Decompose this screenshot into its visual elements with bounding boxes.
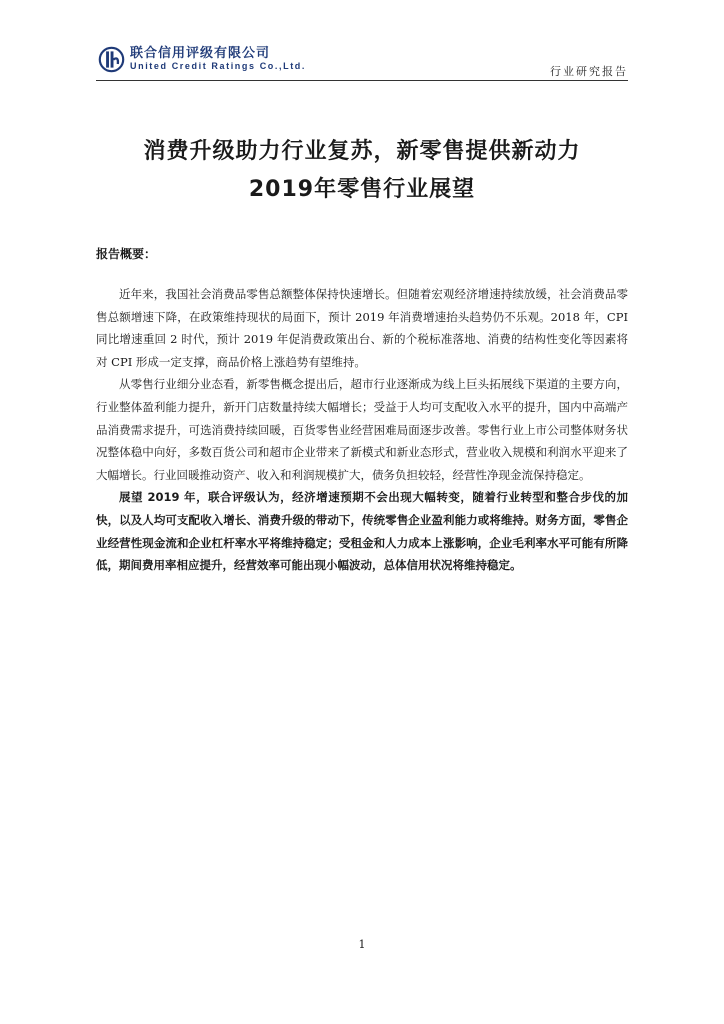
report-type: 行业研究报告 <box>550 65 628 78</box>
page-subtitle: 2019年零售行业展望 <box>248 177 476 202</box>
summary-paragraph-1: 近年来，我国社会消费品零售总额整体保持快速增长。但随着宏观经济增速持续放缓，社会消费品零售总额增速下降，在政策维持现状的局面下，预计 2019 年消费增速抬头趋势仍不乐观。2018 年，CPI 同比增速重回 2 时代，预计 2019 年促消费政策出台、新的个税标准落地、消费的结构性变化等因素将对 CPI 形成一定支撑，商品价格上涨趋势有望维持。 <box>96 287 628 369</box>
header-divider <box>96 80 628 81</box>
company-logo-icon <box>98 46 125 73</box>
page-title: 消费升级助力行业复苏，新零售提供新动力 <box>143 139 581 164</box>
page-number: 1 <box>358 938 366 951</box>
summary-paragraph-2: 从零售行业细分业态看，新零售概念提出后，超市行业逐渐成为线上巨头拓展线下渠道的主要方向，行业整体盈利能力提升，新开门店数量持续大幅增长；受益于人均可支配收入水平的提升，国内中高端产品消费需求提升，可选消费持续回暖，百货零售业经营困难局面逐步改善。零售行业上市公司整体财务状况整体稳中向好，多数百货公司和超市企业带来了新模式和新业态形式，营业收入规模和利润水平迎来了大幅增长。行业回暖推动资产、收入和利润规模扩大，债务负担较轻，经营性净现金流保持稳定。 <box>96 377 628 482</box>
summary-heading: 报告概要： <box>96 247 157 261</box>
company-name-en: United Credit Ratings Co.,Ltd. <box>130 61 306 71</box>
summary-paragraph-outlook: 展望 2019 年，联合评级认为，经济增速预期不会出现大幅转变，随着行业转型和整合步伐的加快，以及人均可支配收入增长、消费升级的带动下，传统零售企业盈利能力或将维持。财务方面，零售企业经营性现金流和企业杠杆率水平将维持稳定；受租金和人力成本上涨影响，企业毛利率水平可能有所降低，期间费用率相应提升，经营效率可能出现小幅波动，总体信用状况将维持稳定。 <box>96 490 628 573</box>
company-logo <box>98 44 306 74</box>
company-name-cn: 联合信用评级有限公司 <box>130 46 271 61</box>
summary-body <box>96 283 628 577</box>
